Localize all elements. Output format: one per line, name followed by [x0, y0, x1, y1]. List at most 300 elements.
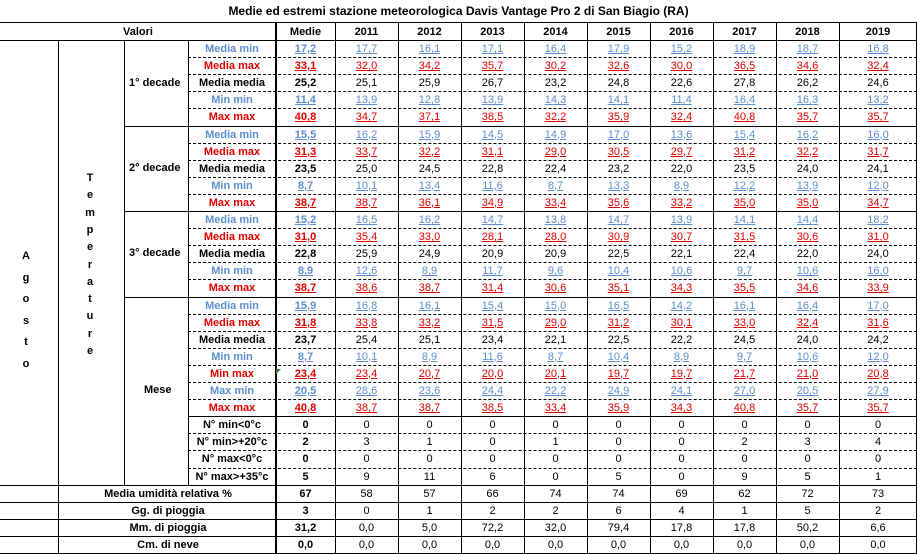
year-value: 20,7 [418, 367, 441, 380]
year-value: 17,0 [607, 128, 630, 141]
year-value: 20,9 [544, 248, 567, 261]
year-value: 24,9 [418, 248, 441, 261]
year-value: 0,0 [673, 538, 690, 551]
year-value: 8,9 [421, 265, 438, 278]
year-value: 0 [615, 436, 622, 449]
row-label: Media min [205, 43, 259, 55]
year-value: 23,4 [481, 333, 504, 346]
year-value: 26,2 [796, 77, 819, 90]
year-value: 30,7 [670, 231, 693, 244]
year-value: 33,7 [355, 145, 378, 158]
year-value: 15,2 [670, 43, 693, 55]
year-value: 31,6 [867, 316, 889, 329]
header-year-2017: 2017 [732, 26, 757, 38]
medie-value: 0 [302, 453, 309, 466]
year-value: 10,6 [796, 265, 819, 278]
year-value: 73 [871, 487, 885, 500]
year-value: 6 [489, 470, 496, 483]
year-value: 33,4 [544, 196, 567, 209]
year-value: 16,2 [355, 128, 378, 141]
year-value: 34,9 [481, 196, 504, 209]
year-value: 32,0 [544, 521, 567, 534]
year-value: 17,0 [867, 299, 889, 312]
year-value: 38,5 [481, 111, 504, 124]
year-value: 31,0 [867, 231, 889, 244]
year-value: 34,6 [796, 60, 819, 73]
year-value: 32,4 [796, 316, 819, 329]
year-value: 5 [804, 504, 811, 517]
year-value: 72,2 [481, 521, 504, 534]
row-label: Media min [205, 214, 259, 226]
year-value: 74 [612, 487, 625, 500]
year-value: 30,0 [670, 60, 693, 73]
row-label: Media umidità relativa % [104, 487, 232, 500]
year-value: 0 [363, 504, 370, 517]
year-value: 16,1 [733, 299, 756, 312]
year-value: 20,1 [544, 367, 567, 380]
row-label: Max min [209, 385, 254, 397]
year-value: 34,3 [670, 282, 693, 295]
medie-value: 22,8 [294, 248, 317, 261]
year-value: 37,1 [418, 111, 441, 124]
year-value: 35,9 [607, 111, 630, 124]
medie-value: 31,2 [294, 521, 317, 534]
year-value: 33,2 [418, 316, 441, 329]
year-value: 28,1 [481, 231, 504, 244]
year-value: 21,7 [733, 367, 756, 380]
year-value: 22,5 [607, 333, 630, 346]
year-value: 0 [678, 470, 685, 483]
year-value: 20,0 [481, 367, 504, 380]
year-value: 0 [552, 453, 559, 466]
medie-value: 23,7 [294, 333, 317, 346]
year-value: 17,9 [607, 43, 630, 55]
medie-value: 8,7 [297, 350, 314, 363]
year-value: 1 [552, 436, 559, 449]
year-value: 50,2 [796, 521, 819, 534]
year-value: 14,9 [544, 128, 567, 141]
header-year-2015: 2015 [606, 26, 631, 38]
medie-value: 33,1 [294, 60, 317, 73]
year-value: 0 [874, 453, 882, 466]
year-value: 11,7 [482, 265, 503, 278]
year-value: 0 [741, 419, 748, 432]
year-value: 23,5 [733, 162, 756, 175]
year-value: 33,9 [867, 282, 889, 295]
header-year-2012: 2012 [417, 26, 442, 38]
year-value: 31,2 [607, 316, 630, 329]
year-value: 19,7 [670, 367, 693, 380]
year-value: 10,4 [607, 350, 630, 363]
year-value: 16,3 [796, 94, 819, 107]
medie-value: 2 [302, 436, 309, 449]
year-value: 30,1 [670, 316, 693, 329]
year-value: 27,9 [867, 385, 889, 397]
medie-value: 31,3 [294, 145, 317, 158]
year-value: 0,0 [870, 538, 886, 551]
year-value: 69 [675, 487, 688, 500]
year-value: 14,3 [544, 94, 567, 107]
year-value: 3 [804, 436, 811, 449]
year-value: 34,2 [418, 60, 441, 73]
header-year-2014: 2014 [543, 26, 568, 38]
year-value: 13,9 [481, 94, 504, 107]
year-value: 15,4 [733, 128, 756, 141]
year-value: 0 [489, 453, 496, 466]
year-value: 10,6 [796, 350, 819, 363]
year-value: 22,2 [670, 333, 693, 346]
year-value: 24,8 [607, 77, 630, 90]
medie-value: 17,2 [294, 43, 317, 55]
row-label: Media min [205, 299, 259, 312]
year-value: 22,5 [607, 248, 630, 261]
year-value: 24,4 [481, 385, 504, 397]
year-value: 34,3 [670, 402, 693, 415]
year-value: 6 [615, 504, 622, 517]
year-value: 10,1 [355, 179, 378, 192]
year-value: 8,7 [547, 179, 564, 192]
year-value: 24,1 [670, 385, 693, 397]
year-value: 24,9 [607, 385, 630, 397]
header-year-2018: 2018 [795, 26, 820, 38]
year-value: 29,7 [670, 145, 693, 158]
medie-value: 40,8 [294, 402, 317, 415]
year-value: 38,7 [418, 282, 441, 295]
year-value: 0 [552, 470, 559, 483]
medie-value: 15,5 [294, 128, 317, 141]
year-value: 1 [874, 470, 882, 483]
year-value: 13,6 [670, 128, 693, 141]
year-value: 36,5 [733, 60, 756, 73]
year-value: 14,2 [670, 299, 693, 312]
year-value: 24,0 [796, 333, 819, 346]
year-value: 31,4 [481, 282, 504, 295]
year-value: 0 [489, 436, 496, 449]
year-value: 10,6 [670, 265, 693, 278]
row-label: N° min<0°c [202, 419, 261, 432]
year-value: 20,9 [481, 248, 504, 261]
medie-value: 5 [302, 470, 309, 483]
year-value: 32,4 [670, 111, 693, 124]
year-value: 25,1 [355, 77, 378, 90]
year-value: 11 [423, 470, 436, 483]
year-value: 0 [363, 419, 370, 432]
year-value: 0 [426, 453, 433, 466]
year-value: 35,9 [607, 402, 630, 415]
year-value: 22,8 [481, 162, 504, 175]
year-value: 23,6 [418, 385, 441, 397]
year-value: 24,5 [418, 162, 441, 175]
year-value: 4 [678, 504, 685, 517]
year-value: 22,2 [544, 385, 567, 397]
year-value: 30,6 [544, 282, 567, 295]
year-value: 32,4 [867, 60, 889, 73]
decade-2-label: 2° decade [129, 162, 181, 174]
year-value: 9,7 [736, 350, 753, 363]
year-value: 13,9 [670, 214, 693, 226]
medie-value: 15,9 [294, 299, 317, 312]
year-value: 2 [741, 436, 748, 449]
year-value: 10,4 [607, 265, 630, 278]
year-value: 15,4 [481, 299, 504, 312]
year-value: 20,5 [796, 385, 819, 397]
year-value: 15,0 [544, 299, 567, 312]
year-value: 35,7 [481, 60, 504, 73]
year-value: 22,0 [670, 162, 693, 175]
year-value: 14,1 [733, 214, 756, 226]
year-value: 16,0 [867, 128, 889, 141]
year-value: 0 [426, 419, 433, 432]
year-value: 6,6 [870, 521, 886, 534]
year-value: 14,5 [481, 128, 504, 141]
year-value: 14,7 [607, 214, 630, 226]
row-label: Media media [198, 77, 266, 90]
year-value: 30,5 [607, 145, 630, 158]
year-value: 32,6 [607, 60, 630, 73]
year-value: 38,6 [355, 282, 378, 295]
year-value: 32,2 [796, 145, 819, 158]
year-value: 0,0 [358, 538, 375, 551]
row-label: Min min [211, 350, 253, 363]
year-value: 16,1 [418, 299, 441, 312]
year-value: 36,1 [418, 196, 441, 209]
year-value: 35,0 [733, 196, 756, 209]
year-value: 35,4 [355, 231, 378, 244]
row-label: Media media [198, 162, 266, 175]
year-value: 34,7 [355, 111, 378, 124]
year-value: 0 [678, 436, 685, 449]
year-value: 32,2 [418, 145, 441, 158]
year-value: 9,6 [547, 265, 564, 278]
row-label: Min max [209, 367, 254, 380]
year-value: 11,4 [671, 94, 692, 107]
year-value: 38,7 [355, 196, 378, 209]
year-value: 31,2 [733, 145, 756, 158]
year-value: 0 [678, 453, 685, 466]
table-title: Medie ed estremi stazione meteorologica Davis Vantage Pro 2 di San Biagio (RA) [0, 0, 917, 23]
year-value: 12,6 [355, 265, 378, 278]
year-value: 24,5 [733, 333, 756, 346]
year-value: 11,6 [482, 179, 503, 192]
year-value: 32,2 [544, 111, 567, 124]
medie-value: 31,8 [294, 316, 317, 329]
year-value: 35,7 [796, 402, 819, 415]
year-value: 25,4 [355, 333, 378, 346]
medie-value: 0,0 [297, 538, 314, 551]
year-value: 17,7 [355, 43, 378, 55]
row-label: Cm. di neve [137, 538, 199, 551]
year-value: 13,8 [544, 214, 567, 226]
year-value: 29,0 [544, 145, 567, 158]
year-value: 12,0 [867, 179, 889, 192]
year-value: 12,8 [418, 94, 441, 107]
year-value: 0 [804, 419, 811, 432]
year-value: 5,0 [421, 521, 438, 534]
year-value: 0 [615, 453, 622, 466]
header-year-2011: 2011 [354, 26, 379, 38]
row-label: Max max [208, 196, 256, 209]
year-value: 17,1 [481, 43, 504, 55]
year-value: 35,0 [796, 196, 819, 209]
year-value: 16,8 [355, 299, 378, 312]
year-value: 14,1 [607, 94, 630, 107]
year-value: 2 [874, 504, 882, 517]
year-value: 8,9 [421, 350, 438, 363]
row-label: Max max [208, 402, 256, 415]
year-value: 28,0 [544, 231, 567, 244]
year-value: 66 [486, 487, 499, 500]
medie-value: 3 [302, 504, 309, 517]
medie-value: 15,2 [294, 214, 317, 226]
row-label: Gg. di pioggia [131, 504, 205, 517]
year-value: 31,7 [867, 145, 889, 158]
row-label: Media media [198, 333, 266, 346]
year-value: 33,2 [670, 196, 693, 209]
year-value: 35,6 [607, 196, 630, 209]
year-value: 30,2 [544, 60, 567, 73]
year-value: 24,6 [867, 77, 889, 90]
header-medie: Medie [289, 26, 322, 38]
year-value: 21,0 [796, 367, 819, 380]
year-value: 24,1 [867, 162, 889, 175]
year-value: 0,0 [547, 538, 564, 551]
year-value: 5 [615, 470, 622, 483]
year-value: 35,7 [796, 111, 819, 124]
year-value: 0 [874, 419, 882, 432]
row-label: N° max>+35°c [195, 470, 269, 483]
row-label: Media max [203, 145, 261, 158]
year-value: 38,7 [355, 402, 378, 415]
row-label: N° min>+20°c [196, 436, 268, 449]
year-value: 27,0 [733, 385, 756, 397]
year-value: 40,8 [733, 111, 756, 124]
year-value: 35,1 [607, 282, 630, 295]
header-year-2013: 2013 [480, 26, 505, 38]
year-value: 16,0 [867, 265, 889, 278]
year-value: 25,9 [355, 248, 378, 261]
row-label: Media min [205, 128, 259, 141]
year-value: 22,1 [670, 248, 693, 261]
year-value: 16,1 [418, 43, 441, 55]
year-value: 34,7 [867, 196, 889, 209]
medie-value: 23,4 [294, 367, 317, 380]
year-value: 8,7 [547, 350, 564, 363]
year-value: 13,9 [796, 179, 819, 192]
year-value: 31,5 [733, 231, 756, 244]
year-value: 17,8 [733, 521, 756, 534]
year-value: 74 [549, 487, 562, 500]
year-value: 32,0 [355, 60, 378, 73]
row-label: Min min [211, 265, 253, 278]
year-value: 35,5 [733, 282, 756, 295]
year-value: 0 [804, 453, 811, 466]
medie-value: 31,0 [294, 231, 317, 244]
row-label: N° max<0°c [201, 453, 263, 466]
year-value: 33,0 [733, 316, 756, 329]
year-value: 12,2 [733, 179, 756, 192]
year-value: 9,7 [736, 265, 753, 278]
year-value: 16,8 [867, 43, 889, 55]
year-value: 12,0 [867, 350, 889, 363]
year-value: 13,2 [867, 94, 889, 107]
year-value: 0 [615, 419, 622, 432]
medie-value: 0 [302, 419, 309, 432]
year-value: 1 [426, 436, 433, 449]
year-value: 14,4 [796, 214, 819, 226]
year-value: 33,0 [418, 231, 441, 244]
decade-3-label: 3° decade [129, 247, 181, 259]
year-value: 15,9 [418, 128, 441, 141]
year-value: 24,2 [867, 333, 889, 346]
year-value: 8,9 [673, 179, 690, 192]
decade-1-label: 1° decade [129, 77, 181, 89]
year-value: 0,0 [736, 538, 753, 551]
medie-value: 8,7 [297, 179, 314, 192]
year-value: 16,4 [796, 299, 819, 312]
year-value: 72 [801, 487, 814, 500]
header-valori: Valori [123, 26, 153, 38]
row-label: Media max [203, 316, 261, 329]
year-value: 0 [678, 419, 685, 432]
year-value: 40,8 [733, 402, 756, 415]
year-value: 10,1 [355, 350, 378, 363]
year-value: 30,9 [607, 231, 630, 244]
year-value: 4 [874, 436, 882, 449]
year-value: 24,0 [867, 248, 889, 261]
year-value: 57 [423, 487, 436, 500]
medie-value: 38,7 [294, 196, 317, 209]
year-value: 8,9 [673, 350, 690, 363]
year-value: 1 [426, 504, 433, 517]
year-value: 0,0 [799, 538, 816, 551]
year-value: 23,2 [607, 162, 630, 175]
year-value: 22,0 [796, 248, 819, 261]
year-value: 25,0 [355, 162, 378, 175]
year-value: 0,0 [484, 538, 501, 551]
year-value: 30,6 [796, 231, 819, 244]
row-label: Max max [208, 111, 256, 124]
year-value: 0 [741, 453, 748, 466]
year-value: 22,4 [733, 248, 756, 261]
year-value: 18,9 [733, 43, 756, 55]
year-value: 13,4 [418, 179, 441, 192]
year-value: 22,6 [670, 77, 693, 90]
cell-comment-marker [276, 369, 281, 374]
year-value: 1 [741, 504, 748, 517]
year-value: 25,9 [418, 77, 441, 90]
year-value: 11,6 [482, 350, 503, 363]
year-value: 16,4 [544, 43, 567, 55]
year-value: 31,1 [481, 145, 504, 158]
year-value: 23,4 [355, 367, 378, 380]
row-label: Media max [203, 231, 261, 244]
row-label: Media max [203, 60, 261, 73]
year-value: 5 [804, 470, 811, 483]
row-label: Min min [211, 179, 253, 192]
header-year-2016: 2016 [669, 26, 694, 38]
mese-label: Mese [144, 384, 172, 396]
medie-value: 38,7 [294, 282, 317, 295]
year-value: 18,7 [796, 43, 819, 55]
year-value: 31,5 [481, 316, 504, 329]
header-year-2019: 2019 [865, 26, 891, 38]
year-value: 35,7 [867, 402, 889, 415]
year-value: 33,8 [355, 316, 378, 329]
year-value: 13,9 [355, 94, 378, 107]
year-value: 23,2 [544, 77, 567, 90]
year-value: 25,1 [418, 333, 441, 346]
year-value: 19,7 [607, 367, 630, 380]
